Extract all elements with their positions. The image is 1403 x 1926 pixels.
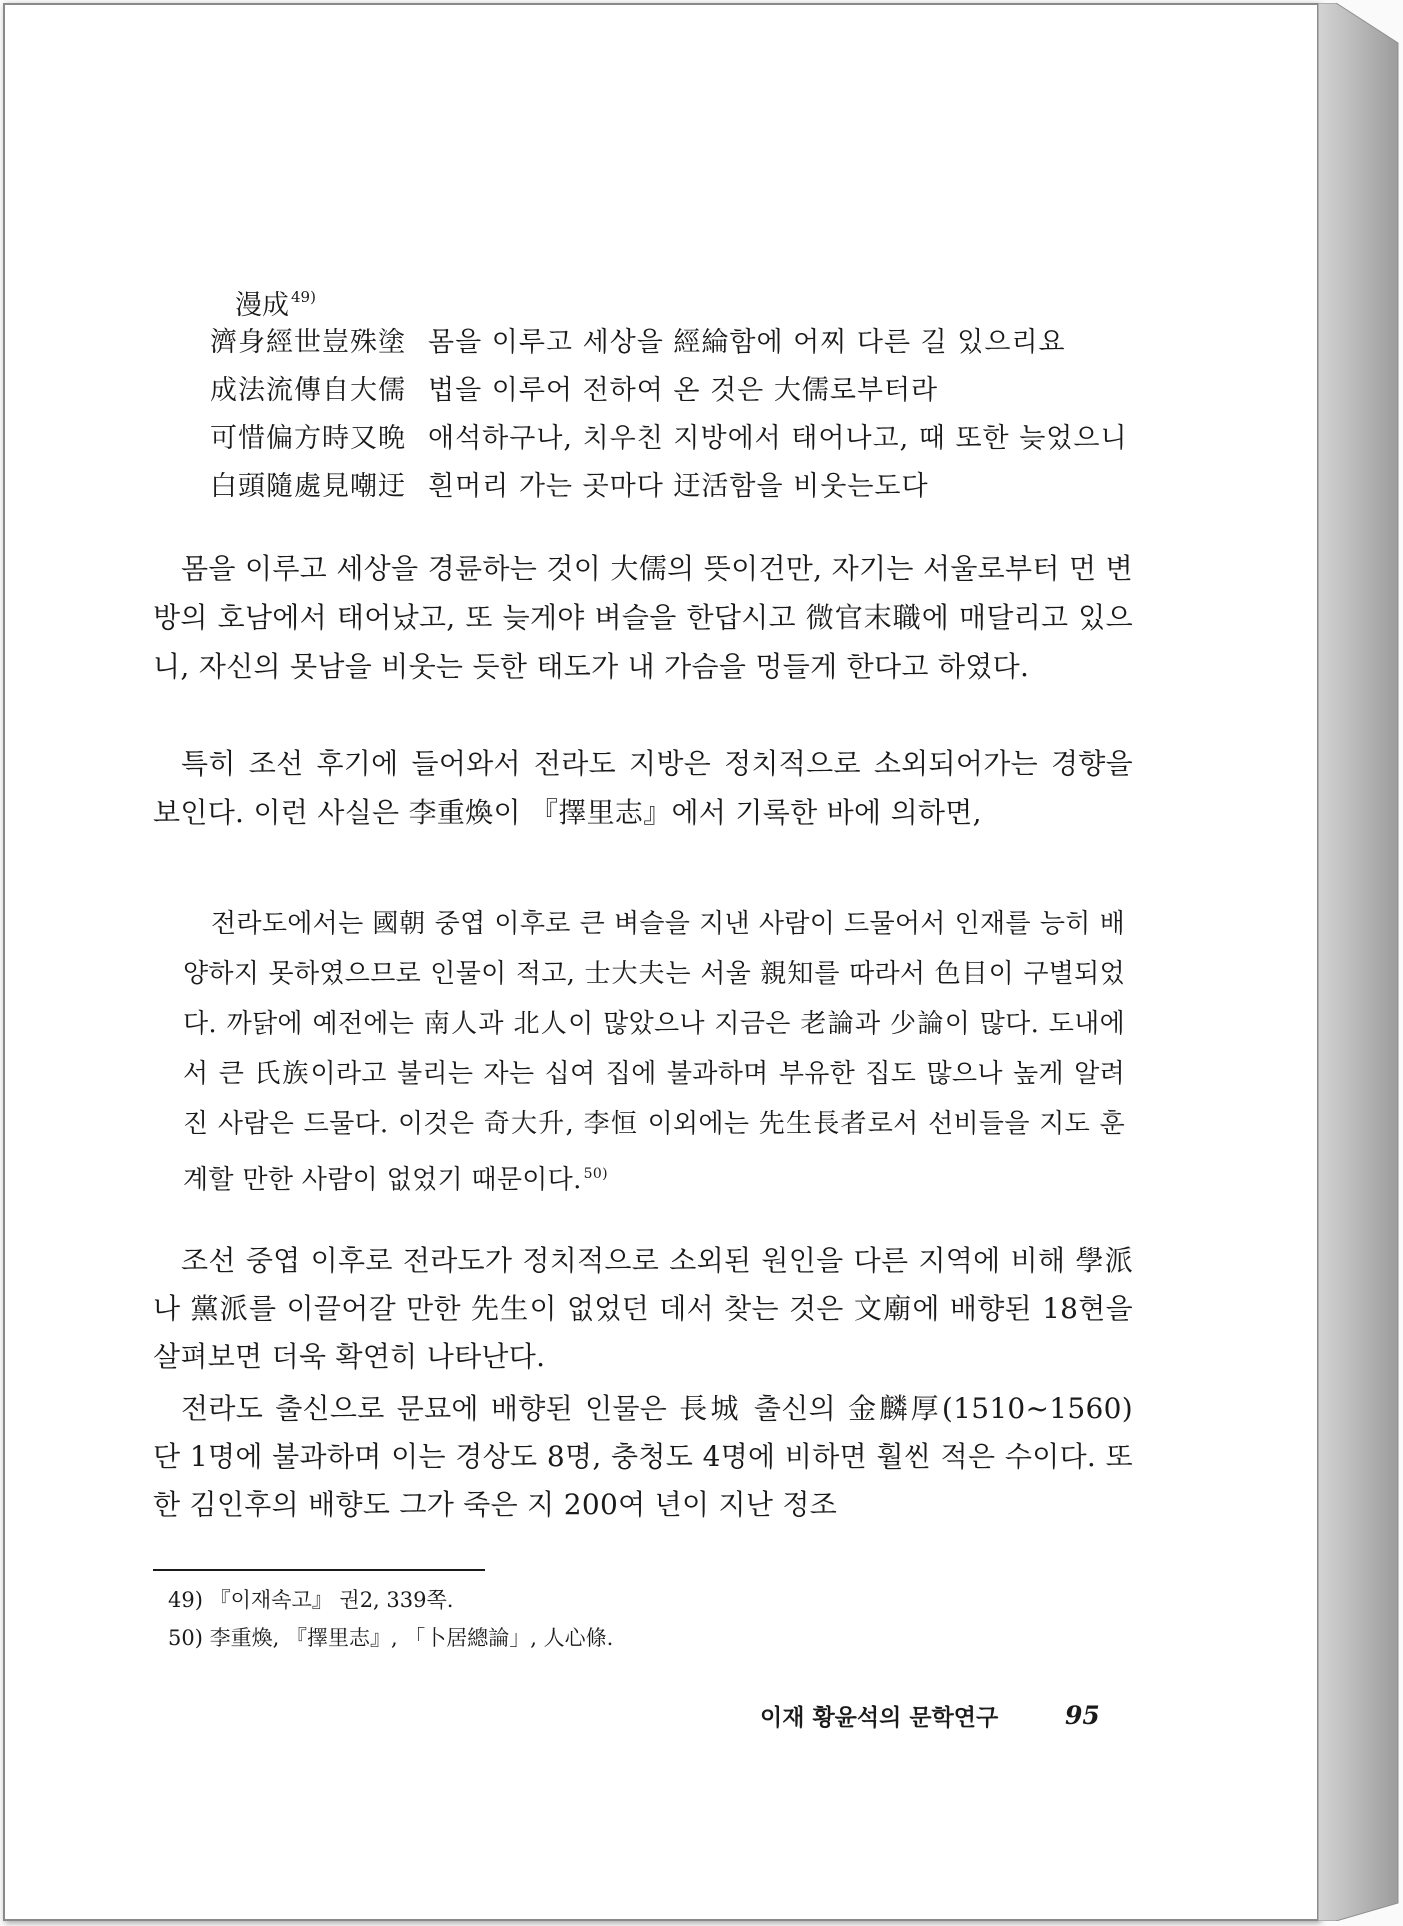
- poem-line: [210, 419, 1128, 459]
- body-paragraph-2: 특히 조선 후기에 들어와서 전라도 지방은 정치적으로 소외되어가는 경향을 보인다. 이런 사실은 李重煥이 『擇里志』에서 기록한 바에 의하면,: [153, 747, 1133, 829]
- poem-line-hanja: 白頭隨處見嘲迂: [210, 471, 406, 502]
- poem-title-text: 漫成: [235, 290, 289, 321]
- poem-line-hanja: 成法流傳自大儒: [210, 375, 406, 406]
- poem-line: [210, 371, 938, 411]
- poem-line-translation: 법을 이루어 전하여 온 것은 大儒로부터라: [428, 375, 939, 406]
- block-quote-text: 전라도에서는 國朝 중엽 이후로 큰 벼슬을 지낸 사람이 드물어서 인재를 능히 배양하지 못하였으므로 인물이 적고, 士大夫는 서울 親知를 따라서 色目이 구별되었다. 까닭에 예전에는 南人과 北人이 많았으나 지금은 老論과 少論이 많다. 도내에서 큰 氏族이라고 불리는 자는 십여 집에 불과하며 부유한 집도 많으나 높게 알려진 사람은 드물다. 이것은 奇大升, 李恒 이외에는 先生長者로서 선비들을 지도 훈계할 만한 사람이 없었기 때문이다.: [183, 909, 1125, 1195]
- poem-line: [210, 467, 929, 507]
- footnote-49: 49) 『이재속고』 권2, 339쪽.: [168, 1588, 454, 1612]
- page-number: 95: [1065, 1701, 1100, 1730]
- footnote-50: 50) 李重煥, 『擇里志』, 「卜居總論」, 人心條.: [168, 1626, 614, 1650]
- body-paragraph-1: 몸을 이루고 세상을 경륜하는 것이 大儒의 뜻이건만, 자기는 서울로부터 먼 변방의 호남에서 태어났고, 또 늦게야 벼슬을 한답시고 微官末職에 매달리고 있으니, 자신의 못남을 비웃는 듯한 태도가 내 가슴을 멍들게 한다고 하였다.: [153, 552, 1133, 683]
- poem-line-translation: 흰머리 가는 곳마다 迂活함을 비웃는도다: [428, 471, 929, 502]
- poem-line-translation: 애석하구나, 치우친 지방에서 태어나고, 때 또한 늦었으니: [428, 423, 1128, 454]
- running-footer-title: 이재 황윤석의 문학연구: [760, 1704, 999, 1731]
- footnote-divider: [153, 1569, 485, 1571]
- footnote-ref-49: 49): [291, 288, 316, 306]
- footnote-ref-50: 50): [583, 1166, 608, 1182]
- book-page: [3, 3, 1319, 1921]
- poem-line-hanja: 濟身經世豈殊塗: [210, 327, 406, 358]
- page-content: [5, 5, 1321, 1923]
- block-quote: [183, 899, 1125, 1205]
- poem-line: [210, 323, 1066, 363]
- poem-line-translation: 몸을 이루고 세상을 經綸함에 어찌 다른 길 있으리요: [428, 327, 1066, 358]
- poem-title: [235, 277, 316, 326]
- body-paragraph-4: 전라도 출신으로 문묘에 배향된 인물은 長城 출신의 金麟厚(1510~1560) 단 1명에 불과하며 이는 경상도 8명, 충청도 4명에 비하면 훨씬 적은 수이다. 또한 김인후의 배향도 그가 죽은 지 200여 년이 지난 정조: [153, 1392, 1133, 1521]
- page-stack-edge: [1318, 3, 1400, 1921]
- body-paragraph-3: 조선 중엽 이후로 전라도가 정치적으로 소외된 원인을 다른 지역에 비해 學派나 黨派를 이끌어갈 만한 先生이 없었던 데서 찾는 것은 文廟에 배향된 18현을 살펴보면 더욱 확연히 나타난다.: [153, 1244, 1133, 1373]
- poem-line-hanja: 可惜偏方時又晩: [210, 423, 406, 454]
- page-edge-shape: [1318, 3, 1400, 1921]
